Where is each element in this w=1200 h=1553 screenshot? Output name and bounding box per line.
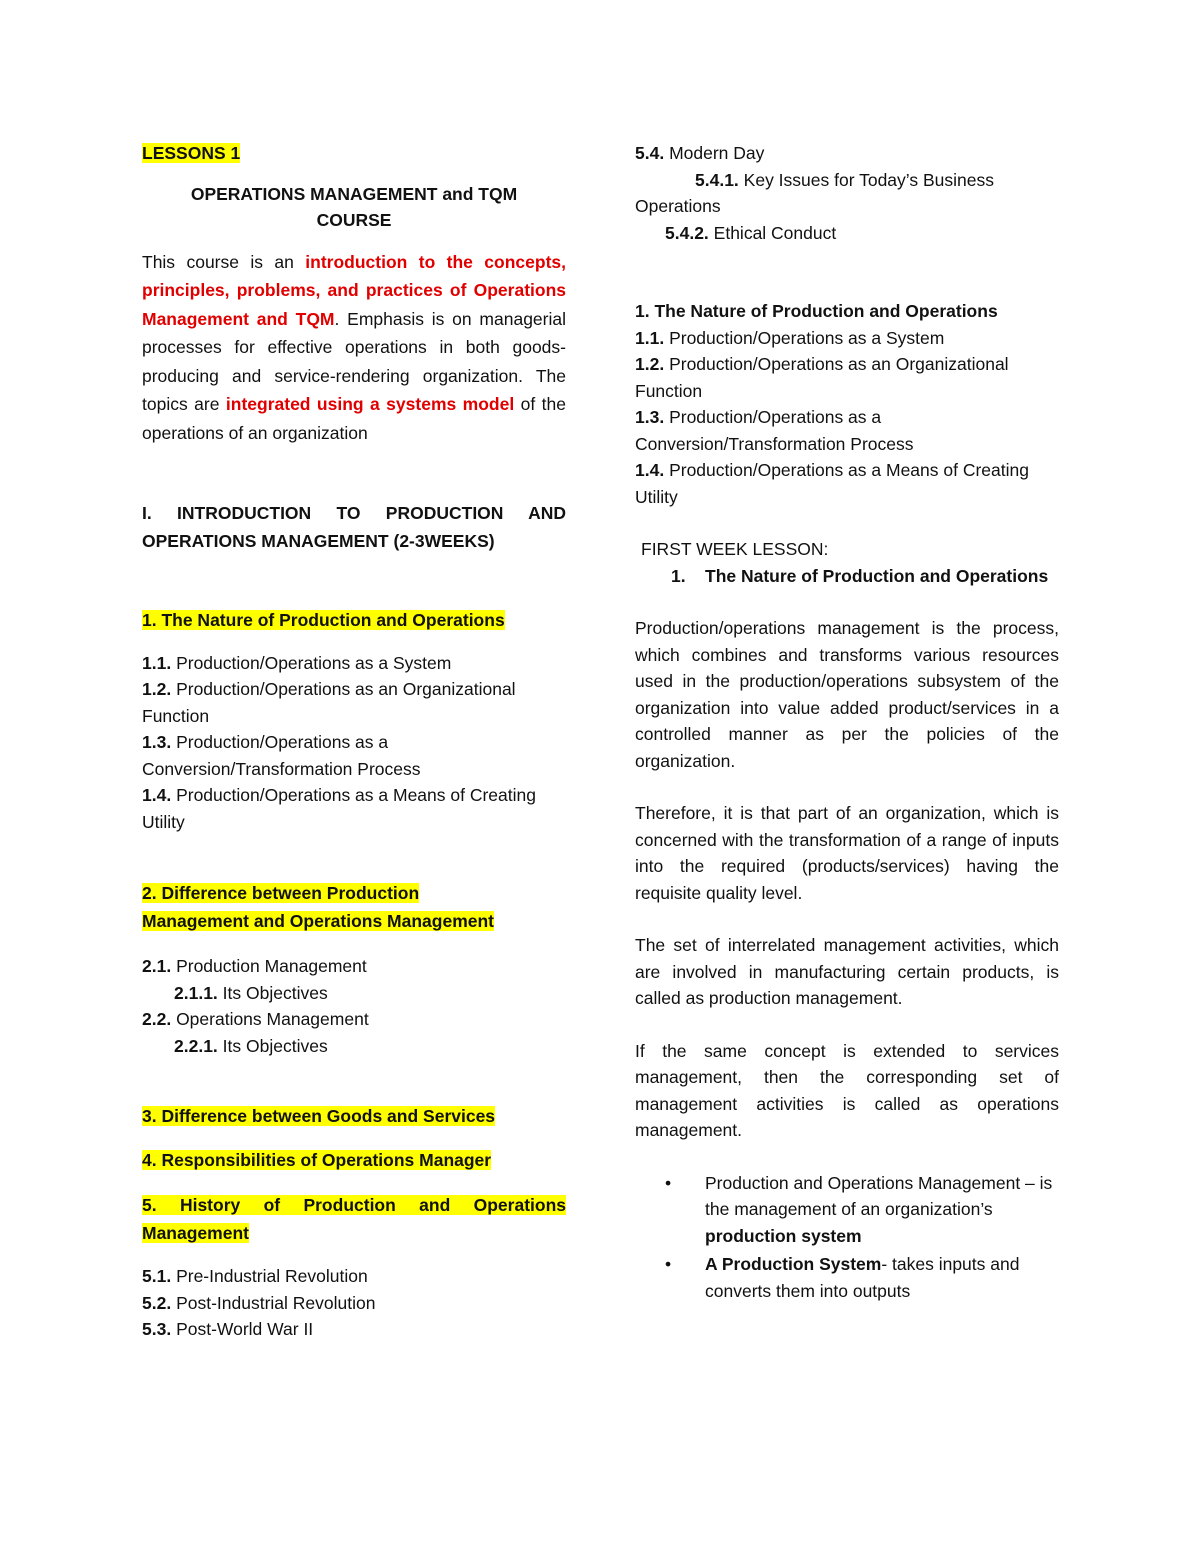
- list-item: 5.1. Pre-Industrial Revolution: [142, 1266, 368, 1286]
- first-week-topic: 1. The Nature of Production and Operations: [671, 565, 1049, 586]
- list-item: 5.2. Post-Industrial Revolution: [142, 1292, 376, 1313]
- list-item: 1.3. Production/Operations as a Conversion/Transformation Process: [635, 407, 914, 454]
- list-item: 1.1. Production/Operations as a System: [142, 652, 452, 673]
- bullet-icon: •: [665, 1254, 672, 1274]
- bullet-item: • A Production System- takes inputs and converts them into outputs: [635, 1251, 1059, 1304]
- list-item: 1.4. Production/Operations as a Means of Creating Utility: [142, 785, 536, 832]
- list-item: 1.2. Production/Operations as an Organizational Function: [142, 679, 516, 726]
- heading-goods-services: 3. Difference between Goods and Services: [142, 1106, 496, 1126]
- list-item: 2.2.1. Its Objectives: [174, 1035, 328, 1056]
- bullet-item: • Production and Operations Management – is the management of an organization’s production system: [635, 1170, 1059, 1250]
- heading-difference-line2: Management and Operations Management: [142, 911, 495, 931]
- list-item: 1.3. Production/Operations as a Conversion/Transformation Process: [142, 732, 421, 779]
- bullet-icon: •: [665, 1172, 672, 1193]
- list-item: 1.2. Production/Operations as an Organizational Function: [635, 354, 1009, 401]
- list-item: 5.4.1. Key Issues for Today’s Business Operations: [635, 169, 994, 216]
- first-week-label: FIRST WEEK LESSON:: [641, 539, 829, 559]
- course-title-line1: OPERATIONS MANAGEMENT and TQM: [190, 183, 518, 204]
- paragraph-operations-management: If the same concept is extended to services management, then the corresponding set of management activities is called as operations management.: [635, 1040, 1059, 1140]
- list-item: 5.4.2. Ethical Conduct: [665, 222, 837, 243]
- list-item: 2.2. Operations Management: [142, 1009, 369, 1029]
- heading-nature-right: 1. The Nature of Production and Operations: [635, 301, 998, 321]
- course-description: This course is an introduction to the concepts, principles, problems, and practices of Operations Management and TQM. Emphasis is on managerial processes for effective operations in both goods-producing and service-rendering organization. The topics are integrated using a systems model of the operations of an organization: [142, 251, 567, 443]
- heading-history: 5. History of Production and Operations Management: [142, 1195, 566, 1243]
- list-item: 1.4. Production/Operations as a Means of Creating Utility: [635, 460, 1029, 507]
- paragraph-production-management: The set of interrelated management activities, which are involved in manufacturing certain products, is called as production management.: [635, 935, 1059, 1008]
- paragraph-definition: Production/operations management is the process, which combines and transforms various resources used in the production/operations subsystem of the organization into value added product/services in a controlled manner as per the policies of the organization.: [635, 618, 1059, 771]
- lessons-heading: LESSONS 1: [142, 143, 241, 163]
- list-item: 5.3. Post-World War II: [142, 1319, 314, 1339]
- paragraph-therefore: Therefore, it is that part of an organization, which is concerned with the transformation of a range of inputs into the required (products/services) having the requisite quality level.: [635, 803, 1059, 903]
- list-item: 1.1. Production/Operations as a System: [635, 327, 945, 348]
- heading-nature: 1. The Nature of Production and Operations: [142, 610, 505, 630]
- list-item: 2.1. Production Management: [142, 956, 367, 976]
- heading-difference-line1: 2. Difference between Production: [142, 883, 420, 903]
- heading-responsibilities: 4. Responsibilities of Operations Manager: [142, 1149, 492, 1170]
- left-column: [142, 140, 566, 1343]
- right-column: [635, 140, 1059, 1304]
- course-title-line2: COURSE: [316, 210, 392, 230]
- list-item: 2.1.1. Its Objectives: [174, 982, 328, 1003]
- list-item: 5.4. Modern Day: [635, 143, 765, 163]
- section-heading-I: I. INTRODUCTION TO PRODUCTION AND OPERATIONS MANAGEMENT (2-3WEEKS): [142, 503, 566, 551]
